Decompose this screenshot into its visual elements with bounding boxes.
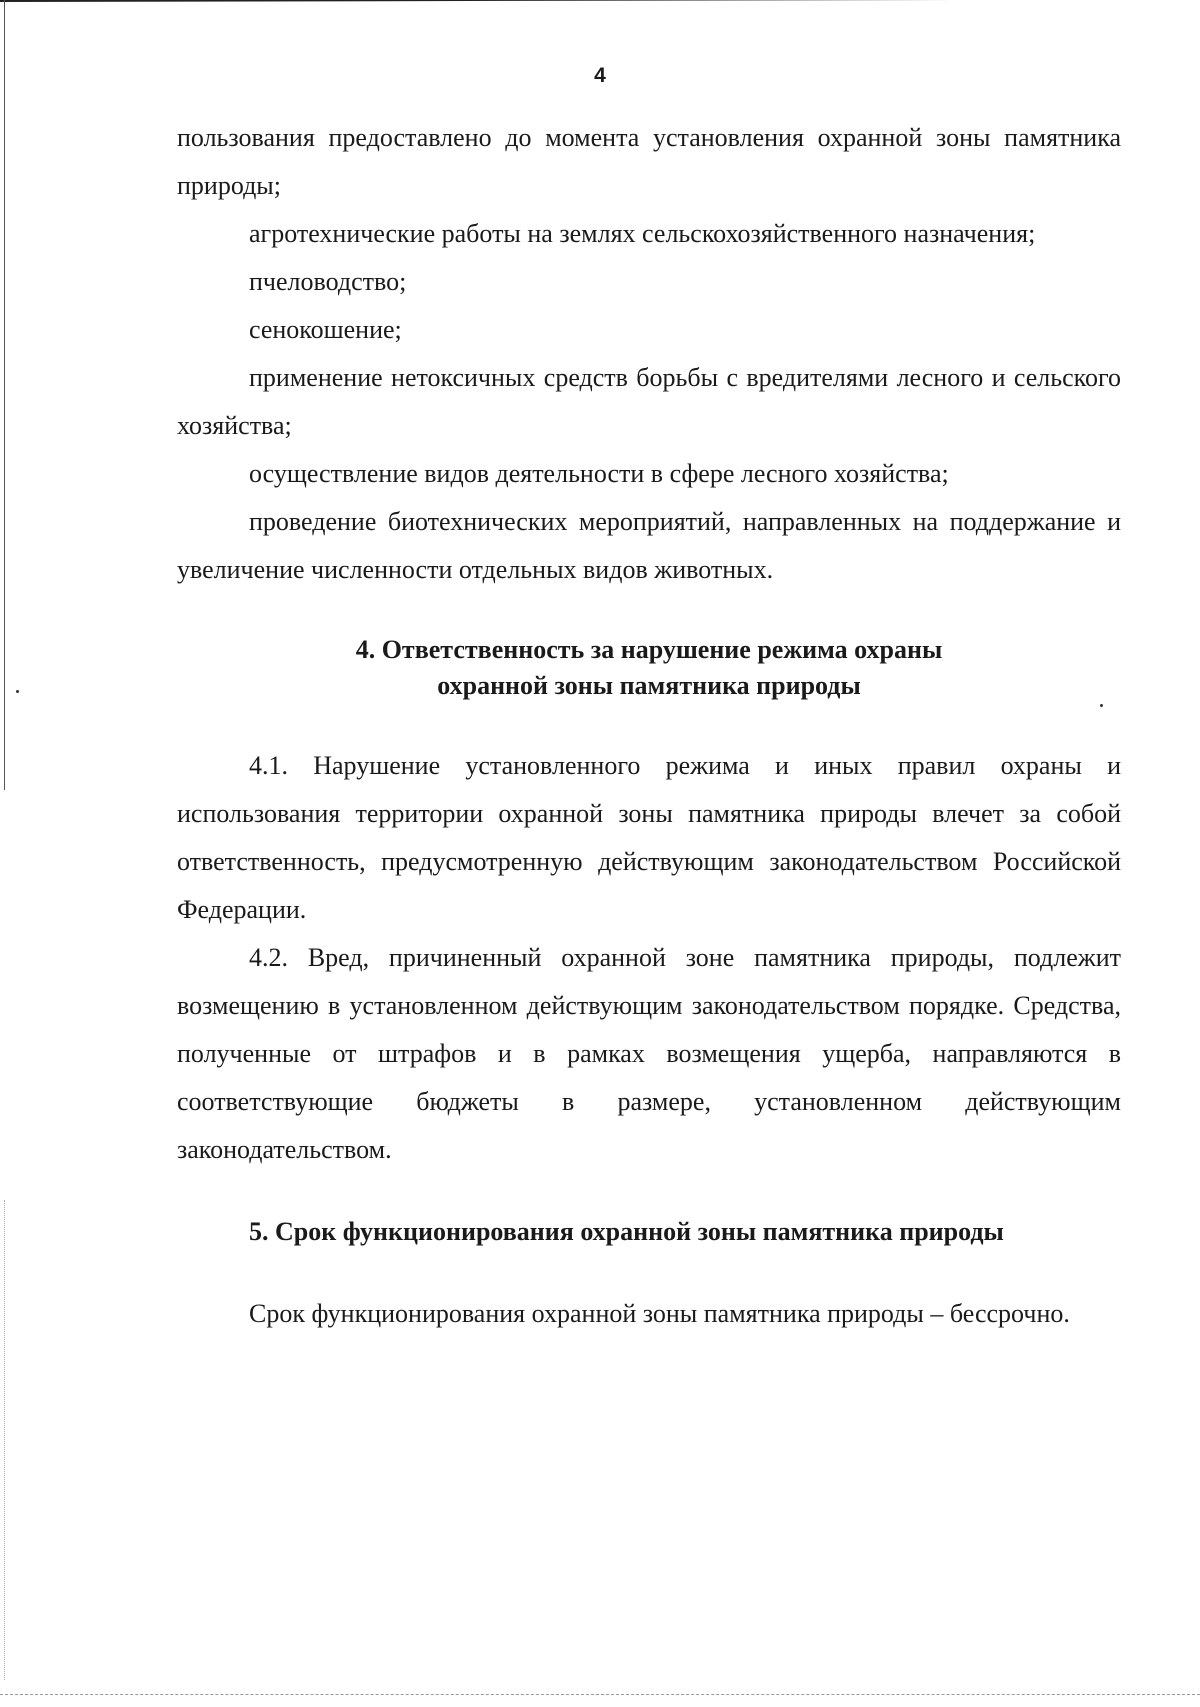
section-heading-line: 4. Ответственность за нарушение режима охраны [355,635,943,664]
paragraph-5-1: Срок функционирования охранной зоны памятника природы – бессрочно. [249,1299,1070,1328]
list-item: применение нетоксичных средств борьбы с вредителями лесного и сельского хозяйства; [177,363,1121,440]
list-item: осуществление видов деятельности в сфере лесного хозяйства; [249,459,949,488]
list-item: пчеловодство; [249,267,407,296]
list-item: сенокошение; [249,315,402,344]
page-number: 4 [594,64,606,87]
paragraph-4-1: 4.1. Нарушение установленного режима и иных правил охраны и использования территории охранной зоны памятника природы влечет за собой ответственность, предусмотренную действующим законодательством Российской Федерации. [177,751,1121,924]
section-heading-5: 5. Срок функционирования охранной зоны памятника природы [249,1217,1004,1246]
list-item: проведение биотехнических мероприятий, направленных на поддержание и увеличение численности отдельных видов животных. [177,507,1121,584]
scan-border-top [0,0,1200,2]
scan-speck [16,690,19,693]
paragraph-4-2: 4.2. Вред, причиненный охранной зоне памятника природы, подлежит возмещению в установленном действующим законодательством порядке. Средства, полученные от штрафов и в рамках возмещения ущерба, направляются в соответствующие бюджеты в размере, установленном действующим законодательством. [177,943,1121,1164]
section-heading-4 [177,632,1121,704]
scan-border-bottom [0,1694,1200,1695]
list-item: агротехнические работы на землях сельскохозяйственного назначения; [249,219,1036,248]
document-body [177,114,1121,1338]
section-heading-line: охранной зоны памятника природы [437,671,861,700]
scan-border-left-lower [4,1200,5,1680]
paragraph: пользования предоставлено до момента установления охранной зоны памятника природы; [177,123,1121,200]
scan-border-left [4,0,5,790]
